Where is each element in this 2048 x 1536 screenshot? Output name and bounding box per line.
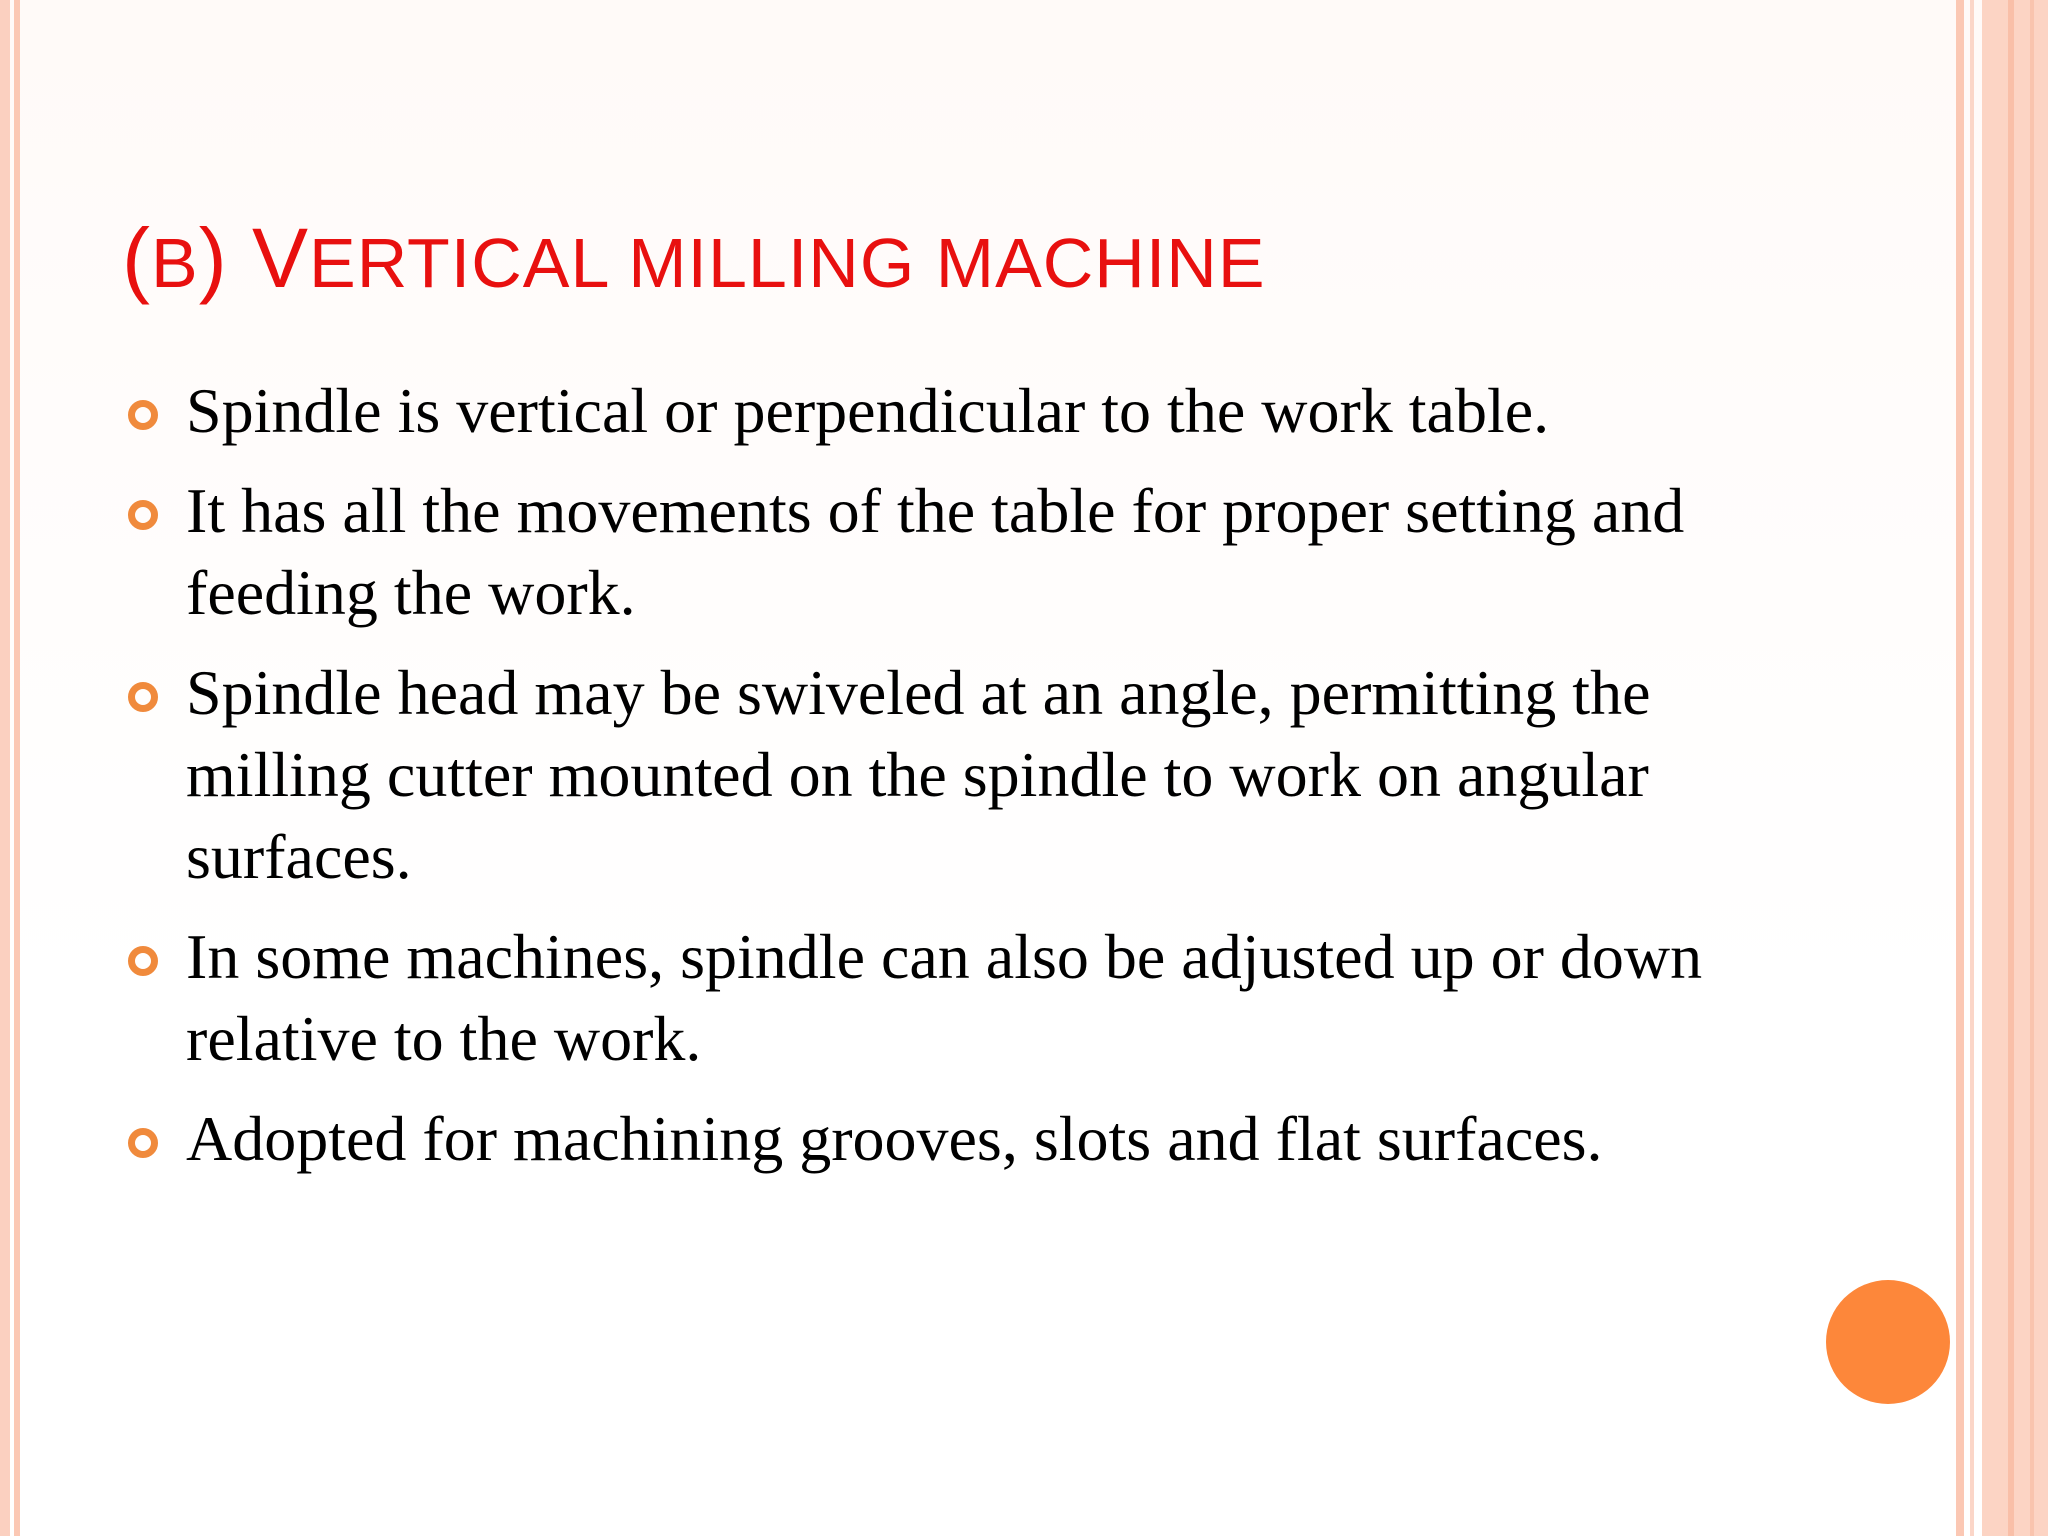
slide-title: [122, 212, 1266, 304]
title-b-letter: B: [150, 224, 199, 302]
title-open-paren: (: [122, 211, 151, 305]
bullet-item: [122, 652, 1802, 898]
ring-bullet-icon: [128, 946, 158, 976]
bullet-item: [122, 470, 1802, 634]
ring-bullet-icon: [128, 500, 158, 530]
bullet-item: [122, 1098, 1802, 1180]
bullet-list: [122, 370, 1802, 1198]
bullet-item: [122, 916, 1802, 1080]
orange-circle-icon: [1826, 1280, 1950, 1404]
ring-bullet-icon: [128, 682, 158, 712]
ring-bullet-icon: [128, 400, 158, 430]
ring-bullet-icon: [128, 1128, 158, 1158]
bullet-text: Spindle head may be swiveled at an angle, permitting the milling cutter mounted on the spindle to work on angular surfaces.: [186, 657, 1651, 892]
title-v-letter: V: [252, 211, 310, 305]
title-close-paren: ): [198, 211, 252, 305]
bullet-text: It has all the movements of the table for proper setting and feeding the work.: [186, 475, 1685, 628]
left-border-line-inner: [14, 0, 20, 1536]
bullet-text: Spindle is vertical or perpendicular to the work table.: [186, 375, 1550, 446]
right-border-band-stripe: [2008, 0, 2014, 1536]
title-rest: ERTICAL MILLING MACHINE: [309, 224, 1266, 302]
bullet-text: In some machines, spindle can also be adjusted up or down relative to the work.: [186, 921, 1703, 1074]
bullet-item: [122, 370, 1802, 452]
left-border-line: [0, 0, 10, 1536]
right-border-band: [1982, 0, 2048, 1536]
bullet-text: Adopted for machining grooves, slots and flat surfaces.: [186, 1103, 1603, 1174]
right-border-line: [1956, 0, 1964, 1536]
right-border-band-stripe-2: [2030, 0, 2034, 1536]
right-border-line-thin: [1970, 0, 1974, 1536]
